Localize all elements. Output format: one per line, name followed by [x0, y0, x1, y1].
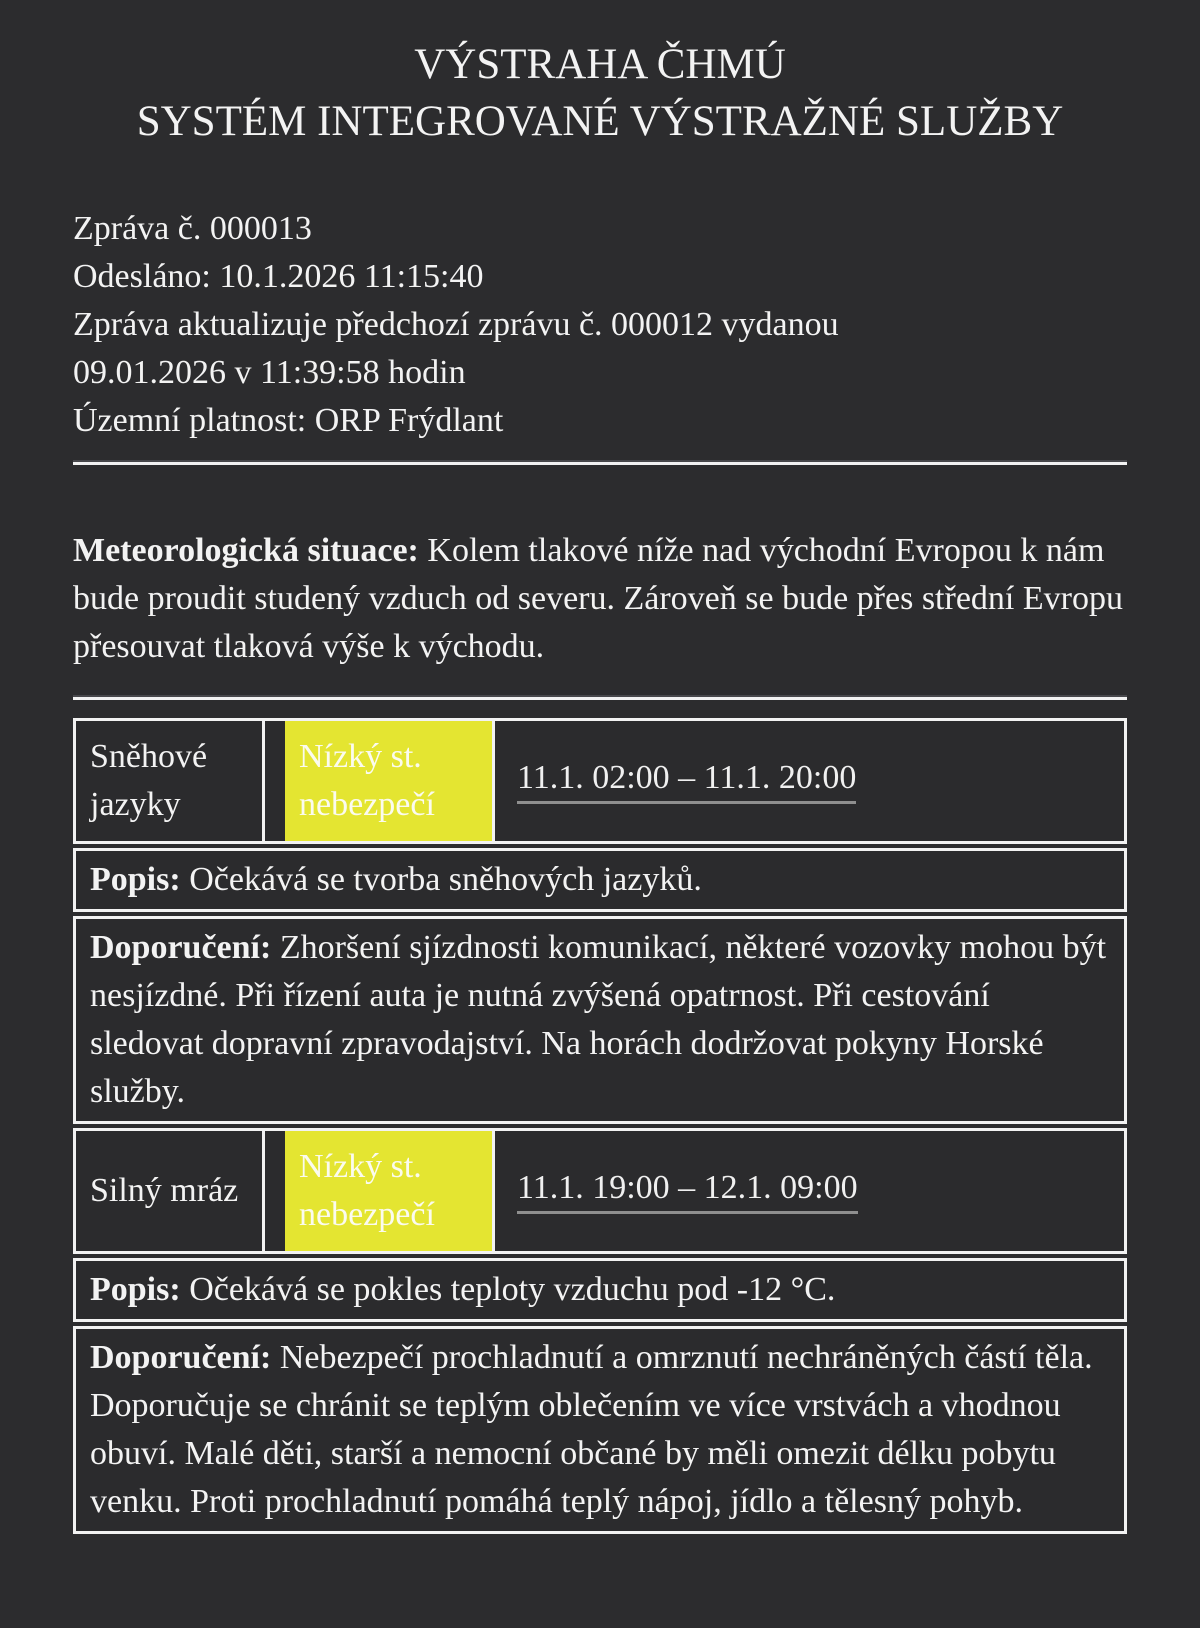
doporuceni-text: Zhoršení sjízdnosti komunikací, některé vozovky mohou být nesjízdné. Při řízení auta je nutná zvýšená opatrnost. Při cestování sledovat dopravní zpravodajství. Na horách dodržovat pokyny Horské služby.	[90, 929, 1107, 1110]
warning-1-danger-level-cell	[285, 721, 492, 841]
popis-text: Očekává se pokles teploty vzduchu pod -12 °C.	[189, 1271, 836, 1308]
warnings-table	[73, 718, 1127, 1534]
meteo-situation	[73, 527, 1127, 671]
situation-label: Meteorologická situace:	[73, 532, 419, 569]
warning-1-popis-row	[73, 848, 1127, 912]
document-title	[73, 36, 1127, 150]
warning-2-doporuceni-row	[73, 1326, 1127, 1534]
warning-2-popis-row	[73, 1258, 1127, 1322]
warning-event-label: Sněhové jazyky	[90, 738, 208, 823]
meta-line-report-number: Zpráva č. 000013	[73, 210, 312, 247]
danger-level-label: Nízký st. nebezpečí	[299, 738, 435, 823]
doporuceni-label: Doporučení:	[90, 929, 272, 966]
warning-2-event-cell	[76, 1131, 265, 1251]
doporuceni-text: Nebezpečí prochladnutí a omrznutí nechráněných částí těla. Doporučuje se chránit se teplým oblečením ve více vrstvách a vhodnou obuví. Malé děti, starší a nemocní občané by měli omezit délku pobytu venku. Proti prochladnutí pomáhá teplý nápoj, jídlo a tělesný pohyb.	[90, 1339, 1093, 1520]
warning-2-danger-level-cell	[285, 1131, 492, 1251]
time-range-link[interactable]: 11.1. 19:00 – 12.1. 09:00	[517, 1169, 858, 1214]
warning-1-header-row	[73, 718, 1127, 844]
meta-line-updates-1: Zpráva aktualizuje předchozí zprávu č. 000012 vydanou	[73, 306, 839, 343]
warning-1-event-cell	[76, 721, 265, 841]
warning-1-time-cell	[492, 721, 1124, 841]
danger-level-label: Nízký st. nebezpečí	[299, 1148, 435, 1233]
cell-spacer	[265, 1131, 285, 1251]
warning-1-doporuceni-row	[73, 916, 1127, 1124]
title-line-1: VÝSTRAHA ČHMÚ	[414, 41, 786, 88]
divider	[73, 695, 1127, 700]
warning-document	[73, 36, 1127, 1534]
situation-text: Kolem tlakové níže nad východní Evropou k nám bude proudit studený vzduch od severu. Zároveň se bude přes střední Evropu přesouvat tlaková výše k východu.	[73, 532, 1123, 665]
cell-spacer	[265, 721, 285, 841]
popis-text: Očekává se tvorba sněhových jazyků.	[189, 861, 702, 898]
popis-label: Popis:	[90, 861, 181, 898]
meta-line-territory: Územní platnost: ORP Frýdlant	[73, 402, 504, 439]
meta-line-updates-2: 09.01.2026 v 11:39:58 hodin	[73, 354, 466, 391]
divider	[73, 460, 1127, 465]
doporuceni-label: Doporučení:	[90, 1339, 272, 1376]
title-line-2: SYSTÉM INTEGROVANÉ VÝSTRAŽNÉ SLUŽBY	[136, 98, 1064, 145]
time-range-link[interactable]: 11.1. 02:00 – 11.1. 20:00	[517, 759, 856, 804]
meta-line-sent: Odesláno: 10.1.2026 11:15:40	[73, 258, 484, 295]
warning-event-label: Silný mráz	[90, 1172, 239, 1209]
message-meta	[73, 205, 1127, 445]
popis-label: Popis:	[90, 1271, 181, 1308]
warning-2-time-cell	[492, 1131, 1124, 1251]
warning-2-header-row	[73, 1128, 1127, 1254]
